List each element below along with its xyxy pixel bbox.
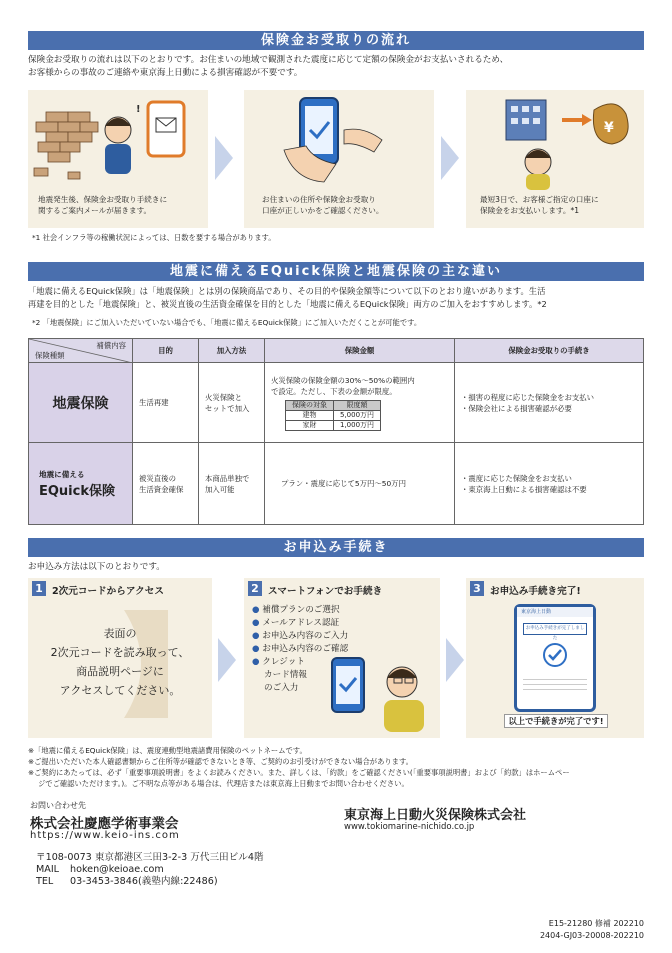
equick-small-label: 地震に備える	[39, 469, 85, 479]
cell-line: ・保険会社による損害確認が必要	[461, 403, 572, 413]
phone-message: お申込み手続きが完了しました	[523, 623, 587, 635]
note-line: ジでご確認いただけます。)。ご不明な点等がある場合は、代理店または東京海上日動までお問い合わせください。	[38, 779, 409, 788]
row1-method	[199, 363, 265, 443]
list-item-label: メールアドレス認証	[262, 618, 340, 628]
limit-cell: 5,000万円	[334, 410, 381, 420]
claim-flow-intro	[28, 54, 658, 80]
contact-company: 株式会社慶應学術事業会	[30, 816, 179, 832]
corner-top-label: 補償内容	[96, 341, 126, 350]
table-row	[29, 443, 644, 525]
contact-url[interactable]: https://www.keio-ins.com	[30, 830, 180, 841]
contact-mail[interactable]: hoken@keioae.com	[70, 864, 164, 875]
contact-address: 〒108-0073 東京都港区三田3-2-3 万代三田ビル4階	[36, 852, 264, 863]
corner-bottom-label: 保険種類	[35, 351, 65, 360]
email-notification-illustration	[28, 90, 208, 190]
footnote-1: *1 社会インフラ等の稼働状況によっては、日数を要する場合があります。	[32, 233, 276, 242]
list-item-label: カード情報	[264, 670, 307, 680]
step-caption: 保険金をお支払いします。*1	[480, 206, 580, 215]
flow-arrow	[446, 638, 464, 682]
cell-line: ・東京海上日動による損害確認は不要	[461, 484, 587, 494]
section-title-application: お申込み手続き	[28, 538, 644, 557]
note-line: ※「地震に備えるEQuick保険」は、震度連動型地震諸費用保険のペットネームです。	[28, 746, 307, 755]
intro-line: 保険金お受取りの流れは以下のとおりです。お住まいの地域で観測された震度に応じて定額の保険金がお支払いされるため、	[28, 55, 509, 65]
phone-check-illustration	[244, 90, 434, 190]
insurer-url[interactable]: www.tokiomarine-nichido.co.jp	[344, 822, 475, 832]
header-purpose: 目的	[133, 339, 199, 363]
step3-title: お申込み手続き完了!	[490, 586, 581, 597]
list-item: ● メールアドレス認証	[252, 618, 340, 628]
yen-icon: ¥	[604, 120, 614, 136]
step-number-2: 2	[248, 581, 262, 596]
document-codes	[520, 918, 644, 942]
header-method: 加入方法	[199, 339, 265, 363]
table-header-row	[29, 339, 644, 363]
limit-header: 限度額	[334, 400, 381, 410]
contact-tel: 03-3453-3846(義塾内線:22486)	[70, 876, 218, 887]
step1-line: 2次元コードを読み取って、	[50, 646, 190, 659]
cell-line: 加入可能	[205, 484, 235, 494]
cell-line: ・損害の程度に応じた保険金をお支払い	[461, 392, 595, 402]
completion-caption: 以上で手続きが完了です!	[504, 714, 608, 728]
contact-label: お問い合わせ先	[30, 801, 86, 810]
limit-cell: 1,000万円	[334, 420, 381, 430]
cell-line: 火災保険と	[205, 392, 242, 402]
note-line: ※ご提出いただいた本人確認書類からご住所等が確認できないとき等、ご契約のお引受けができない場合があります。	[28, 757, 413, 766]
intro-line: 「地震に備えるEQuick保険」は「地震保険」とは別の保険商品であり、その目的や保険金額等について以下のとおり違いがあります。生活	[28, 286, 546, 296]
step-number-1: 1	[32, 581, 46, 596]
cell-line: セットで加入	[205, 403, 250, 413]
step1-line: 商品説明ページに	[76, 665, 164, 678]
step-caption: お住まいの住所や保険金お受取り	[262, 195, 376, 204]
row-name-equick	[29, 443, 133, 525]
comparison-intro	[28, 285, 668, 311]
cell-line: 生活資金確保	[139, 484, 184, 494]
limit-header: 保険の対象	[286, 400, 334, 410]
contact-details	[36, 852, 264, 888]
svg-text:!: !	[136, 104, 141, 115]
list-item-label: のご入力	[264, 683, 299, 693]
header-claim: 保険金お受取りの手続き	[455, 339, 644, 363]
intro-line: お客様からの事故のご連絡や東京海上日動による損害確認が不要です。	[28, 68, 303, 78]
limit-table	[285, 400, 381, 431]
cell-line: ・震度に応じた保険金をお支払い	[461, 473, 572, 483]
section-title-comparison: 地震に備えるEQuick保険と地震保険の主な違い	[28, 262, 644, 281]
code-line: 2404-GJ03-20008-202210	[539, 931, 644, 940]
cell-line: 被災直後の	[139, 473, 176, 483]
row-name-earthquake: 地震保険	[29, 363, 133, 443]
limit-cell: 建物	[286, 410, 334, 420]
step-number-3: 3	[470, 581, 484, 596]
step-caption: 関するご案内メールが届きます。	[38, 206, 152, 215]
insurer-name: 東京海上日動火災保険株式会社	[344, 808, 527, 823]
phone-header: 東京海上日動	[517, 607, 593, 617]
step-caption: 最短3日で、お客様ご指定の口座に	[480, 195, 599, 204]
step-caption: 口座が正しいかをご確認ください。	[262, 206, 384, 215]
row1-amount	[265, 363, 455, 443]
list-item-label: お申込み内容のご確認	[262, 644, 349, 654]
comparison-table	[28, 338, 644, 525]
payment-illustration	[466, 90, 644, 190]
completed-phone-screen	[514, 604, 596, 712]
footnote-2: *2 「地震保険」にご加入いただいていない場合でも、「地震に備えるEQuick保険」にご加入いただくことが可能です。	[32, 318, 422, 327]
list-item-label: お申込み内容のご入力	[262, 631, 349, 641]
step2-title: スマートフォンでお手続き	[268, 586, 383, 597]
flow-arrow	[441, 136, 459, 180]
application-intro: お申込み方法は以下のとおりです。	[28, 562, 165, 572]
header-amount: 保険金額	[265, 339, 455, 363]
list-item: ● 補償プランのご選択	[252, 605, 340, 615]
cell-line: で設定。ただし、下表の金額が限度。	[271, 386, 397, 396]
check-circle-icon	[517, 635, 593, 671]
cell-line: 本商品単独で	[205, 473, 250, 483]
section-title-claim-flow: 保険金お受取りの流れ	[28, 31, 644, 50]
row2-purpose	[133, 443, 199, 525]
code-line: E15-21280 修補 202210	[548, 919, 644, 928]
list-item-label: 補償プランのご選択	[262, 605, 340, 615]
equick-big-label: EQuick保険	[39, 483, 115, 499]
note-line: ※ご契約にあたっては、必ず「重要事項説明書」をよくお読みください。また、詳しくは、「約款」をご確認ください(「重要事項説明書」および「約款」はホームペー	[28, 768, 570, 777]
flow-step-card-3	[466, 90, 644, 228]
row1-purpose: 生活再建	[133, 363, 199, 443]
list-item: ● お申込み内容のご入力	[252, 631, 349, 641]
step1-body	[28, 624, 212, 700]
flow-step-card-2	[244, 90, 434, 228]
table-row	[29, 363, 644, 443]
step1-title: 2次元コードからアクセス	[52, 586, 164, 597]
row2-method	[199, 443, 265, 525]
table-corner	[29, 339, 133, 363]
tel-label: TEL	[36, 876, 54, 887]
step1-line: 表面の	[103, 627, 137, 640]
intro-line: 再建を目的とした「地震保険」と、被災直後の生活資金確保を目的とした「地震に備えるEQuick保険」両方のご加入をおすすめします。*2	[28, 299, 547, 309]
smartphone-person-illustration	[328, 648, 438, 734]
flow-arrow	[218, 638, 236, 682]
row2-amount: プラン・震度に応じて5万円〜50万円	[265, 443, 455, 525]
step1-line: アクセスしてください。	[59, 684, 181, 697]
cell-line: 火災保険の保険金額の30%〜50%の範囲内	[271, 375, 415, 385]
limit-cell: 家財	[286, 420, 334, 430]
row1-claim	[455, 363, 644, 443]
flow-arrow	[215, 136, 233, 180]
list-item-label: クレジット	[262, 657, 305, 667]
list-item: ● お申込み内容のご確認	[252, 644, 349, 654]
row2-claim	[455, 443, 644, 525]
flow-step-card-1	[28, 90, 208, 228]
notes	[28, 745, 658, 789]
step-caption: 地震発生後、保険金お受取り手続きに	[38, 195, 168, 204]
mail-label: MAIL	[36, 864, 60, 875]
list-item: ● クレジット	[252, 657, 305, 667]
